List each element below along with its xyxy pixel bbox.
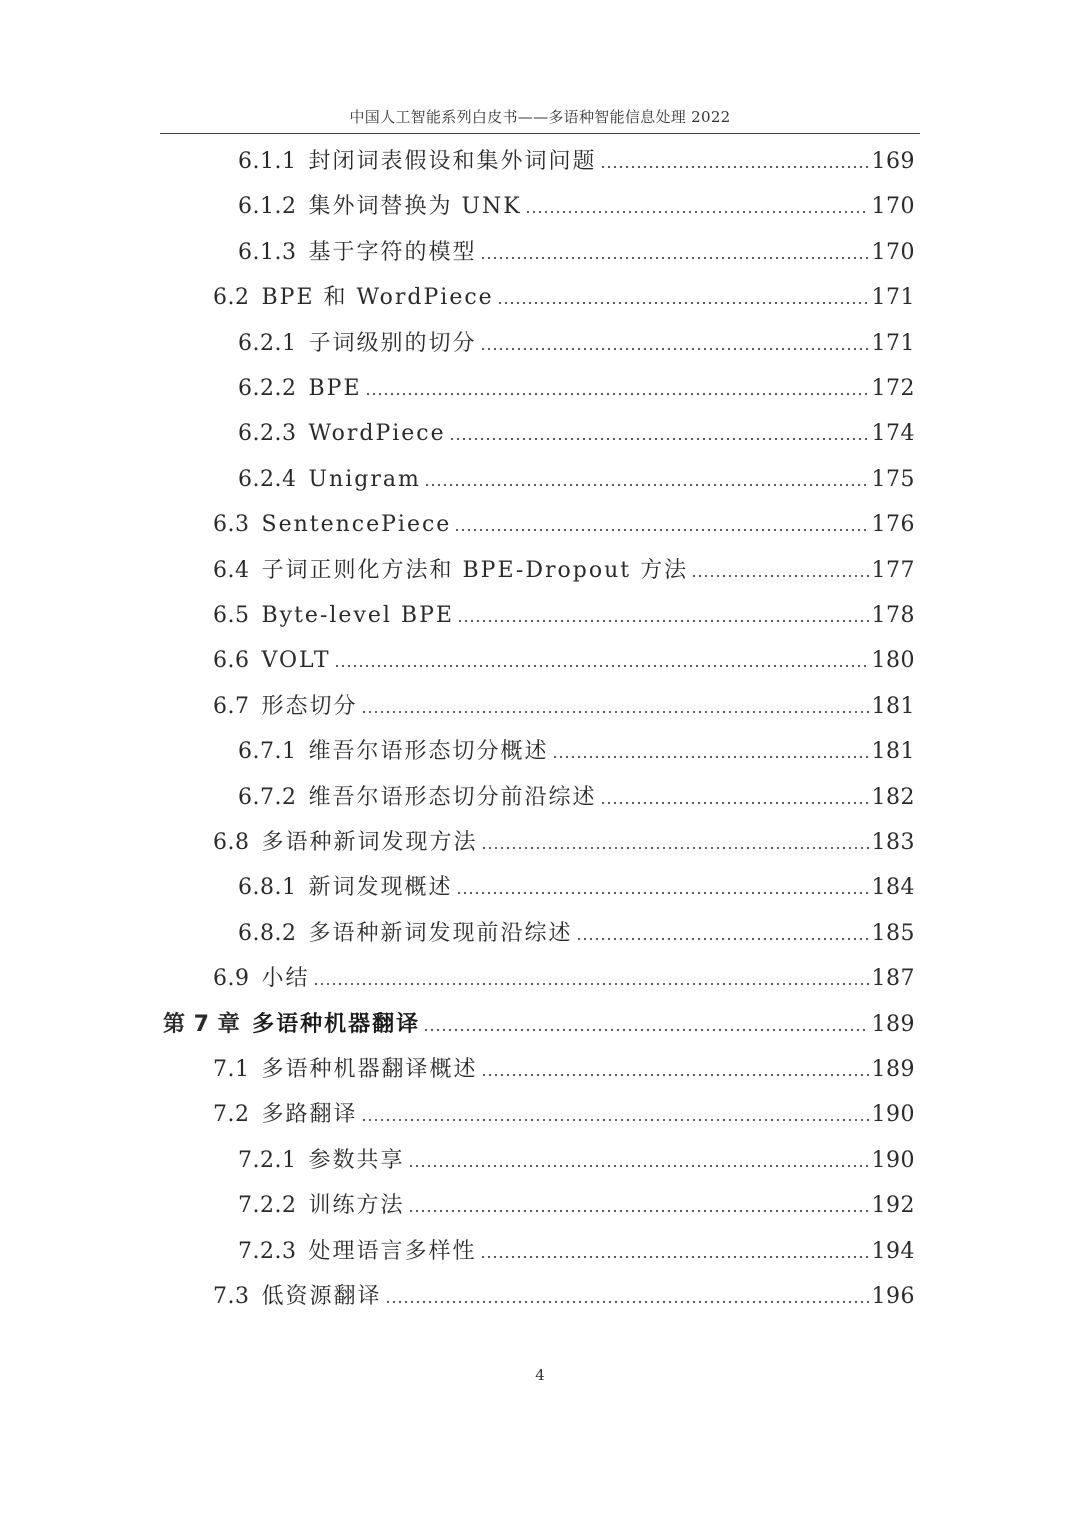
toc-entry[interactable] <box>213 551 915 591</box>
toc-dot-leader <box>480 254 869 262</box>
toc-entry-number: 7.3 <box>213 1284 250 1309</box>
toc-entry-page: 174 <box>871 421 915 446</box>
toc-entry-number: 6.8.2 <box>238 921 297 946</box>
toc-entry-number: 6.5 <box>213 603 250 628</box>
toc-entry-number: 6.2.2 <box>238 376 297 401</box>
toc-dot-leader <box>481 1071 869 1079</box>
toc-entry[interactable] <box>238 868 915 908</box>
toc-entry-title: BPE 和 WordPiece <box>261 285 494 310</box>
toc-entry-title: 基于字符的模型 <box>308 240 477 265</box>
toc-entry-page: 190 <box>871 1148 915 1173</box>
toc-dot-leader <box>456 889 869 897</box>
toc-entry-page: 184 <box>871 875 915 900</box>
toc-entry-page: 171 <box>871 331 915 356</box>
toc-entry-number: 6.2.1 <box>238 331 297 356</box>
toc-entry-number: 6.2.4 <box>238 467 297 492</box>
toc-entry-page: 180 <box>871 648 915 673</box>
toc-entry-title: 参数共享 <box>308 1148 405 1173</box>
toc-entry-number: 6.2 <box>213 285 250 310</box>
page-number: 4 <box>535 1366 545 1384</box>
toc-dot-leader <box>454 526 868 534</box>
toc-entry-number: 6.7 <box>213 694 250 719</box>
toc-entry[interactable] <box>213 687 915 727</box>
toc-entry-page: 185 <box>871 921 915 946</box>
toc-entry[interactable] <box>238 1141 915 1181</box>
toc-entry-title: 集外词替换为 UNK <box>308 194 522 219</box>
toc-entry-title: 低资源翻译 <box>261 1284 382 1309</box>
toc-entry[interactable] <box>213 1277 915 1317</box>
toc-entry[interactable] <box>238 1186 915 1226</box>
toc-entry[interactable] <box>238 914 915 954</box>
toc-dot-leader <box>457 617 869 625</box>
toc-entry-page: 192 <box>871 1193 915 1218</box>
toc-dot-leader <box>365 390 869 398</box>
toc-entry-title: 多语种机器翻译 <box>252 1012 421 1037</box>
toc-entry[interactable] <box>213 1050 915 1090</box>
toc-entry-number: 7.1 <box>213 1057 250 1082</box>
toc-dot-leader <box>480 1253 869 1261</box>
toc-entry-number: 7.2.3 <box>238 1239 297 1264</box>
toc-entry-page: 181 <box>871 694 915 719</box>
toc-entry-title: 封闭词表假设和集外词问题 <box>308 149 597 174</box>
toc-entry-title: 子词正则化方法和 BPE-Dropout 方法 <box>261 558 689 583</box>
toc-entry[interactable] <box>238 187 915 227</box>
toc-entry-page: 194 <box>871 1239 915 1264</box>
toc-entry-page: 183 <box>871 830 915 855</box>
toc-entry-page: 190 <box>871 1102 915 1127</box>
header-rule <box>160 133 920 134</box>
toc-entry[interactable] <box>238 732 915 772</box>
toc-dot-leader <box>552 753 869 761</box>
toc-entry-number: 7.2.1 <box>238 1148 297 1173</box>
toc-entry-number: 6.4 <box>213 558 250 583</box>
toc-entry-number: 6.8 <box>213 830 250 855</box>
toc-entry-page: 175 <box>871 467 915 492</box>
toc-entry-page: 177 <box>871 558 915 583</box>
toc-dot-leader <box>525 208 869 216</box>
toc-entry-number: 6.7.2 <box>238 785 297 810</box>
toc-entry-title: Byte-level BPE <box>261 603 454 628</box>
toc-entry[interactable] <box>238 324 915 364</box>
toc-entry-number: 6.2.3 <box>238 421 297 446</box>
toc-entry[interactable] <box>238 778 915 818</box>
toc-entry-title: 多语种新词发现方法 <box>261 830 478 855</box>
toc-entry-title: 形态切分 <box>261 694 358 719</box>
toc-entry-page: 170 <box>871 194 915 219</box>
toc-entry-page: 170 <box>871 240 915 265</box>
toc-entry-title: SentencePiece <box>261 512 452 537</box>
toc-dot-leader <box>408 1207 869 1215</box>
toc-entry-number: 6.8.1 <box>238 875 297 900</box>
toc-entry-title: 多路翻译 <box>261 1102 358 1127</box>
toc-entry-number: 6.6 <box>213 648 250 673</box>
toc-entry-page: 176 <box>871 512 915 537</box>
toc-entry-title: 维吾尔语形态切分前沿综述 <box>308 785 597 810</box>
toc-entry[interactable] <box>213 596 915 636</box>
toc-entry[interactable] <box>213 1095 915 1135</box>
toc-entry-title: 子词级别的切分 <box>308 331 477 356</box>
toc-dot-leader <box>481 844 869 852</box>
toc-entry-title: WordPiece <box>308 421 446 446</box>
toc-dot-leader <box>361 1116 869 1124</box>
toc-entry[interactable] <box>238 414 915 454</box>
toc-entry-title: 多语种新词发现前沿综述 <box>308 921 573 946</box>
toc-entry[interactable] <box>238 369 915 409</box>
toc-entry[interactable] <box>213 959 915 999</box>
toc-entry-page: 169 <box>871 149 915 174</box>
toc-entry[interactable] <box>163 1005 915 1045</box>
toc-entry-page: 181 <box>871 739 915 764</box>
toc-entry[interactable] <box>213 823 915 863</box>
toc-dot-leader <box>313 980 869 988</box>
toc-dot-leader <box>449 435 869 443</box>
toc-entry[interactable] <box>238 233 915 273</box>
toc-entry[interactable] <box>238 1232 915 1272</box>
toc-dot-leader <box>480 345 869 353</box>
toc-dot-leader <box>408 1162 869 1170</box>
toc-dot-leader <box>423 1026 868 1034</box>
toc-entry-page: 172 <box>871 376 915 401</box>
toc-entry-title: 维吾尔语形态切分概述 <box>308 739 549 764</box>
toc-entry-title: 处理语言多样性 <box>308 1239 477 1264</box>
toc-dot-leader <box>600 799 869 807</box>
toc-entry[interactable] <box>238 460 915 500</box>
toc-entry-page: 196 <box>871 1284 915 1309</box>
toc-entry-title: 小结 <box>261 966 310 991</box>
toc-entry-page: 187 <box>871 966 915 991</box>
toc-entry-number: 6.1.3 <box>238 240 297 265</box>
toc-entry-title: Unigram <box>308 467 421 492</box>
toc-entry-number: 7.2.2 <box>238 1193 297 1218</box>
toc-dot-leader <box>361 708 869 716</box>
toc-entry-title: BPE <box>308 376 362 401</box>
toc-entry[interactable] <box>238 142 915 182</box>
toc-entry-number: 6.3 <box>213 512 250 537</box>
toc-entry-page: 189 <box>871 1057 915 1082</box>
toc-dot-leader <box>385 1298 869 1306</box>
toc-entry-title: 多语种机器翻译概述 <box>261 1057 478 1082</box>
toc-entry-page: 171 <box>871 285 915 310</box>
toc-dot-leader <box>334 662 869 670</box>
toc-entry[interactable] <box>213 505 915 545</box>
toc-dot-leader <box>497 299 869 307</box>
toc-dot-leader <box>691 572 868 580</box>
toc-entry-page: 182 <box>871 785 915 810</box>
toc-dot-leader <box>600 163 869 171</box>
toc-entry-title: 训练方法 <box>308 1193 405 1218</box>
toc-entry-number: 6.7.1 <box>238 739 297 764</box>
toc-dot-leader <box>576 935 869 943</box>
toc-entry-number: 第 7 章 <box>163 1012 241 1037</box>
toc-entry-number: 6.1.1 <box>238 149 297 174</box>
toc-entry[interactable] <box>213 641 915 681</box>
toc-entry-page: 189 <box>871 1012 915 1037</box>
running-header: 中国人工智能系列白皮书——多语种智能信息处理 2022 <box>349 108 731 126</box>
toc-entry-title: VOLT <box>261 648 331 673</box>
toc-entry-title: 新词发现概述 <box>308 875 453 900</box>
toc-entry-number: 7.2 <box>213 1102 250 1127</box>
toc-dot-leader <box>424 481 869 489</box>
toc-entry-page: 178 <box>871 603 915 628</box>
toc-entry[interactable] <box>213 278 915 318</box>
toc-entry-number: 6.9 <box>213 966 250 991</box>
toc-entry-number: 6.1.2 <box>238 194 297 219</box>
